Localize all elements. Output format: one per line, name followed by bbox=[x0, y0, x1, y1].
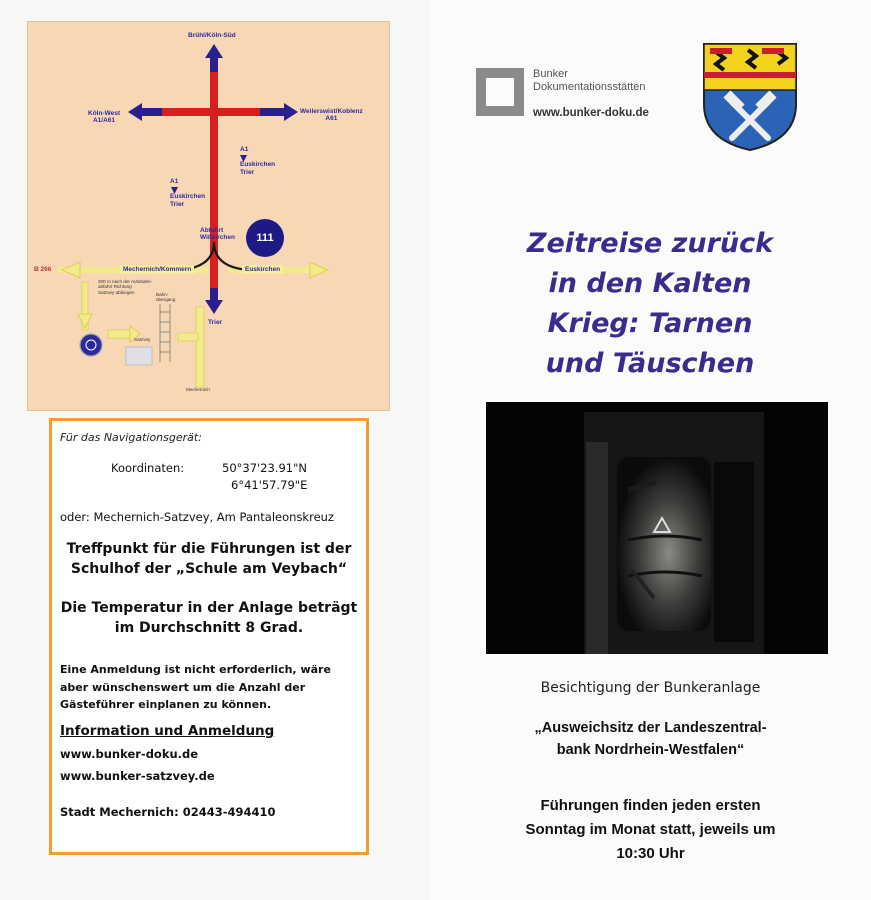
map-note-line2: abfahrt Richtung bbox=[98, 284, 132, 290]
coordinates-longitude: 6°41'57.79"E bbox=[231, 478, 308, 492]
map-label-railway-line1: Bahn- bbox=[156, 292, 169, 297]
map-label-a1-right bbox=[240, 146, 275, 176]
map-label-a1-left bbox=[170, 178, 205, 208]
map-label-east-line2: A61 bbox=[325, 115, 338, 123]
meeting-point-line1: Treffpunkt für die Führungen ist der bbox=[66, 541, 352, 557]
map-label-railway bbox=[156, 292, 175, 303]
registration-line3: Gästeführer einplanen zu können. bbox=[60, 698, 272, 711]
map-label-a1-left-line1: A1 bbox=[170, 178, 179, 185]
arrow-west bbox=[128, 103, 162, 121]
road-satzvey bbox=[196, 307, 204, 387]
arrow-north bbox=[205, 44, 223, 72]
map-label-a1-left-line3: Trier bbox=[170, 200, 185, 208]
logo-url[interactable]: www.bunker-doku.de bbox=[533, 107, 649, 119]
logo-line1: Bunker bbox=[533, 68, 568, 80]
website-link-bunker-satzvey[interactable]: www.bunker-satzvey.de bbox=[60, 769, 215, 783]
map-label-east bbox=[300, 108, 363, 123]
nav-device-label: Für das Navigationsgerät: bbox=[60, 431, 202, 444]
map-label-south: Trier bbox=[208, 319, 223, 326]
map-label-a1-right-line3: Trier bbox=[240, 168, 255, 176]
tour-schedule: Führungen finden jeden ersten Sonntag im Monat statt, jeweils um 10:30 Uhr bbox=[525, 797, 776, 862]
coordinates-latitude: 50°37'23.91"N bbox=[222, 461, 307, 475]
meeting-point-text bbox=[52, 539, 366, 579]
logo-text bbox=[533, 68, 646, 94]
map-label-exit bbox=[200, 227, 235, 242]
railway bbox=[160, 304, 170, 362]
roundabout bbox=[80, 334, 102, 356]
map-label-railway-line2: übergang bbox=[156, 297, 176, 303]
temperature-line2: im Durchschnitt 8 Grad. bbox=[114, 620, 304, 636]
directions-map bbox=[27, 21, 390, 411]
exit-number-badge: 111 bbox=[246, 219, 284, 257]
coordinates-label: Koordinaten: bbox=[111, 461, 185, 475]
map-label-exit-line2: Wißkirchen bbox=[200, 234, 235, 242]
church-sketch bbox=[126, 347, 152, 365]
bunker-door-illustration bbox=[486, 402, 828, 654]
arrow-local bbox=[78, 314, 92, 328]
map-label-a1-right-line2: Euskirchen bbox=[240, 161, 276, 169]
info-box bbox=[49, 418, 369, 855]
map-note bbox=[98, 279, 152, 295]
map-label-a1-left-line2: Euskirchen bbox=[170, 193, 206, 201]
facility-name: „Ausweichsitz der Landeszentral- bank Nordrhein-Westfalen“ bbox=[534, 720, 767, 758]
map-label-mechernich: Mechernich/Kommern bbox=[120, 265, 194, 274]
main-title: Zeitreise zurück in den Kalten Krieg: Tarnen und Täuschen bbox=[526, 228, 774, 379]
map-label-euskirchen: Euskirchen bbox=[242, 265, 283, 274]
map-label-west-line2: A1/A61 bbox=[92, 117, 116, 125]
bunker-logo-icon bbox=[476, 68, 524, 116]
alternative-address: oder: Mechernich-Satzvey, Am Pantaleonskreuz bbox=[60, 510, 334, 524]
visit-subtitle: Besichtigung der Bunkeranlage bbox=[540, 680, 761, 696]
map-label-exit-line1: Abfahrt bbox=[200, 227, 224, 234]
bunker-door-photo bbox=[486, 402, 828, 654]
map-label-east-line1: Weilerswist/Koblenz bbox=[300, 108, 363, 115]
website-link-bunker-doku[interactable]: www.bunker-doku.de bbox=[60, 747, 199, 761]
map-label-b266: B 266 bbox=[34, 266, 52, 273]
arrow-south bbox=[205, 288, 223, 314]
map-note-line3: Satzvey abbiegen bbox=[98, 289, 135, 295]
arrow-b266 bbox=[62, 262, 80, 278]
arrow-euskirchen bbox=[310, 262, 328, 278]
info-heading: Information und Anmeldung bbox=[60, 723, 275, 739]
arrow-east bbox=[260, 103, 298, 121]
registration-note bbox=[60, 661, 356, 714]
coat-of-arms-icon bbox=[702, 42, 798, 152]
map-label-mechernich-small: Mechernich bbox=[186, 387, 210, 392]
registration-line2: aber wünschenswert um die Anzahl der bbox=[60, 680, 306, 694]
registration-line1: Eine Anmeldung ist nicht erforderlich, wäre bbox=[60, 663, 331, 676]
logo-line2: Dokumentationsstätten bbox=[533, 81, 646, 93]
temperature-text bbox=[52, 598, 366, 638]
map-label-a1-right-line1: A1 bbox=[240, 146, 249, 153]
map-roads bbox=[28, 22, 389, 410]
meeting-point-line2: Schulhof der „Schule am Veybach“ bbox=[70, 561, 348, 577]
map-note-line1: 200 m nach der Autobahn- bbox=[98, 279, 153, 284]
map-label-north: Brühl/Köln-Süd bbox=[188, 32, 236, 39]
map-label-west bbox=[88, 110, 120, 125]
road-a1 bbox=[210, 70, 218, 300]
map-label-satzvey: Satzvey bbox=[134, 337, 151, 342]
city-phone: Stadt Mechernich: 02443-494410 bbox=[60, 805, 276, 819]
road-segment-2 bbox=[178, 333, 198, 341]
temperature-line1: Die Temperatur in der Anlage beträgt bbox=[60, 600, 358, 616]
road-a61 bbox=[160, 108, 262, 116]
map-label-west-line1: Köln-West bbox=[88, 110, 121, 117]
road-segment bbox=[108, 330, 130, 338]
